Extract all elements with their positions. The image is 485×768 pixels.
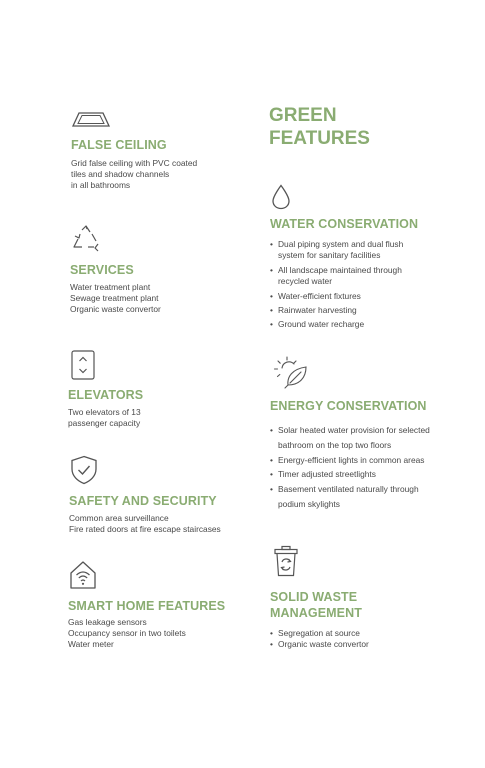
list-item: [270, 628, 369, 639]
list-item: [270, 305, 403, 316]
desc-line: passenger capacity: [68, 418, 141, 429]
elevators-desc: [68, 407, 141, 429]
smart-home-desc: [68, 617, 186, 651]
sun-leaf-icon: [273, 355, 309, 389]
page-title-line-2: FEATURES: [269, 128, 370, 149]
services-title: SERVICES: [70, 263, 134, 277]
desc-line: Fire rated doors at fire escape staircases: [69, 524, 221, 535]
list-item-line: • Ground water recharge: [278, 319, 365, 330]
list-item-line: • Organic waste convertor: [278, 639, 369, 650]
page-title: [269, 104, 370, 150]
list-item: [270, 453, 430, 468]
waste-bin-icon: [273, 545, 299, 577]
list-item: [270, 482, 430, 512]
list-item-line: • Rainwater harvesting: [278, 305, 357, 316]
list-item-line: • Water-efficient fixtures: [278, 290, 361, 301]
smart-home-icon: [69, 560, 97, 590]
desc-line: in all bathrooms: [71, 180, 131, 191]
list-item-line: system for sanitary facilities: [278, 250, 381, 261]
false-ceiling-desc: [71, 158, 197, 192]
recycle-icon: [70, 225, 102, 253]
safety-desc: [69, 513, 221, 535]
list-item-line: • Dual piping system and dual flush: [278, 239, 404, 249]
elevator-icon: [71, 350, 95, 380]
solid-waste-list: [270, 628, 369, 651]
energy-conservation-title: ENERGY CONSERVATION: [270, 399, 427, 413]
list-item-line: • Timer adjusted streetlights: [278, 469, 376, 480]
list-item-line: podium skylights: [278, 498, 340, 509]
list-item-line: • Energy-efficient lights in common areas: [278, 454, 425, 465]
desc-line: Occupancy sensor in two toilets: [68, 628, 186, 639]
list-item: [270, 319, 403, 330]
list-item: [270, 291, 403, 302]
safety-title: SAFETY AND SECURITY: [69, 494, 217, 508]
desc-line: Grid false ceiling with PVC coated: [71, 158, 198, 168]
list-item: [270, 239, 403, 262]
false-ceiling-title: FALSE CEILING: [71, 138, 167, 152]
desc-line: Two elevators of 13: [68, 407, 141, 417]
list-item-line: • Solar heated water provision for selected: [278, 425, 430, 435]
list-item-line: bathroom on the top two floors: [278, 439, 392, 450]
list-item: [270, 265, 403, 288]
ceiling-icon: [71, 110, 111, 130]
water-conservation-title: WATER CONSERVATION: [270, 217, 419, 231]
energy-conservation-list: [270, 423, 430, 512]
desc-line: Water treatment plant: [70, 282, 151, 292]
desc-line: Water meter: [68, 639, 114, 650]
desc-line: tiles and shadow channels: [71, 169, 170, 180]
elevators-title: ELEVATORS: [68, 388, 144, 402]
shield-check-icon: [70, 455, 98, 485]
services-desc: [70, 282, 161, 316]
desc-line: Gas leakage sensors: [68, 617, 147, 627]
page-title-line-1: GREEN: [269, 105, 337, 126]
list-item: [270, 467, 430, 482]
list-item-line: • Basement ventilated naturally through: [278, 484, 419, 495]
desc-line: Sewage treatment plant: [70, 293, 159, 304]
solid-waste-title-line-2: MANAGEMENT: [270, 606, 362, 620]
water-drop-icon: [271, 184, 291, 210]
list-item: [270, 423, 430, 453]
list-item-line: recycled water: [278, 276, 332, 287]
smart-home-title: SMART HOME FEATURES: [68, 599, 226, 613]
list-item-line: • All landscape maintained through: [278, 264, 402, 275]
solid-waste-title-line-1: SOLID WASTE: [270, 590, 358, 604]
list-item: [270, 639, 369, 650]
desc-line: Common area surveillance: [69, 513, 169, 523]
list-item-line: • Segregation at source: [278, 628, 360, 638]
solid-waste-title: [270, 589, 362, 621]
desc-line: Organic waste convertor: [70, 304, 161, 315]
water-conservation-list: [270, 239, 403, 331]
